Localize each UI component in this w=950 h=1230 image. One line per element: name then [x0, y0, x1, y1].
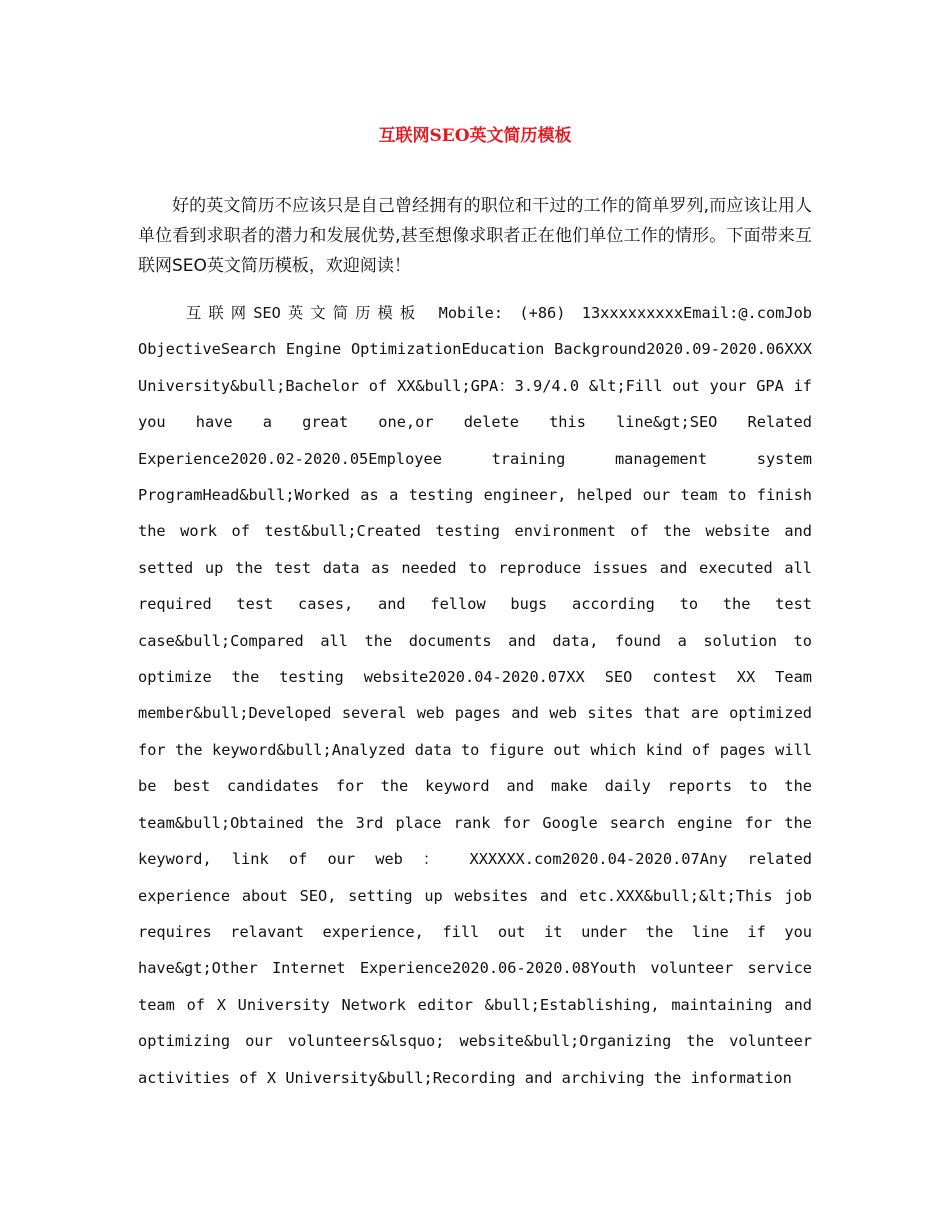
document-title: 互联网SEO英文简历模板: [378, 126, 572, 146]
resume-body-paragraph: 互联网SEO英文简历模板 Mobile: (+86) 13xxxxxxxxxEmail:@.comJob ObjectiveSearch Engine OptimizationEducation Background2020.09-2020.06XXX University&bull;Bachelor of XX&bull;GPA：3.9/4.0 &lt;Fill out your GPA if you have a great one,or delete this line&gt;SEO Related Experience2020.02-2020.05Employee training management system ProgramHead&bull;Worked as a testing engineer, helped our team to finish the work of test&bull;Created testing environment of the website and setted up the test data as needed to reproduce issues and executed all required test cases, and fellow bugs according to the test case&bull;Compared all the documents and data, found a solution to optimize the testing website2020.04-2020.07XX SEO contest XX Team member&bull;Developed several web pages and web sites that are optimized for the keyword&bull;Analyzed data to figure out which kind of pages will be best candidates for the keyword and make daily reports to the team&bull;Obtained the 3rd place rank for Google search engine for the keyword, link of our web ： XXXXXX.com2020.04-2020.07Any related experience about SEO, setting up websites and etc.XXX&bull;&lt;This job requires relavant experience, fill out it under the line if you have&gt;Other Internet Experience2020.06-2020.08Youth volunteer service team of X University Network editor &bull;Establishing, maintaining and optimizing our volunteers&lsquo; website&bull;Organizing the volunteer activities of X University&bull;Recording and archiving the information: [138, 304, 812, 1087]
intro-paragraph: 好的英文简历不应该只是自己曾经拥有的职位和干过的工作的简单罗列,而应该让用人单位看到求职者的潜力和发展优势,甚至想像求职者正在他们单位工作的情形。下面带来互联网SEO英文简历模板，欢迎阅读！: [138, 196, 812, 276]
